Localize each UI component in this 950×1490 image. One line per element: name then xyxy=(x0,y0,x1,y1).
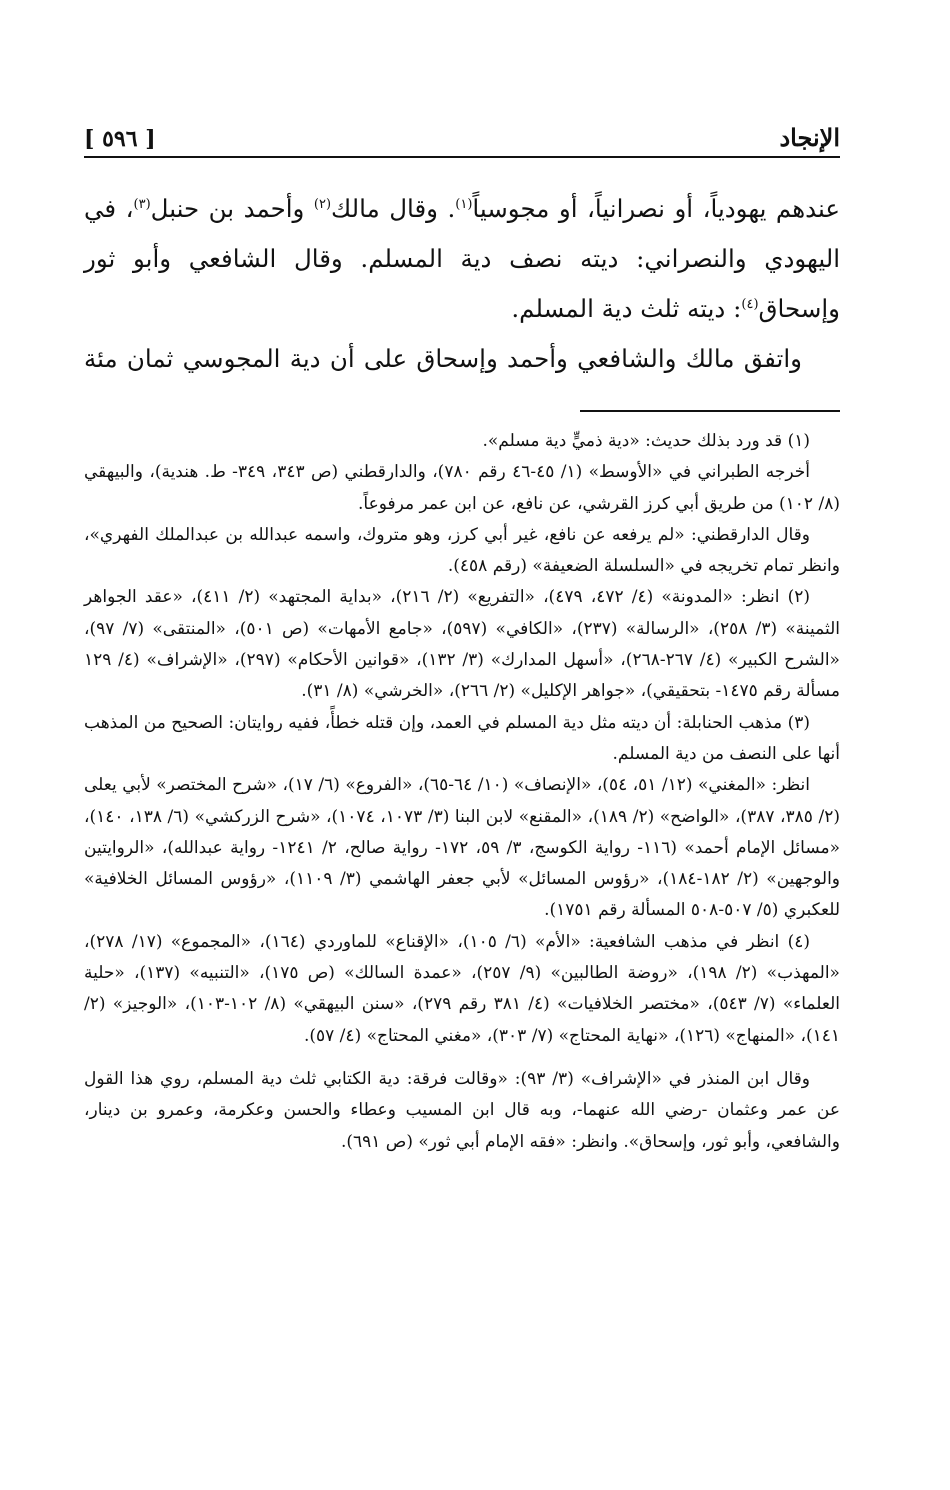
footnote-1-source: أخرجه الطبراني في «الأوسط» (١/ ٤٥-٤٦ رقم ٧٨٠)، والدارقطني (ص ٣٤٣، ٣٤٩- ط. هندية)، والبيهقي (٨/ ١٠٢) من طريق أبي كرز القرشي، عن نافع، عن ابن عمر مرفوعاً. xyxy=(84,462,840,514)
footnote-ref-2: (٢) xyxy=(313,196,332,212)
footnote-3-intro: (٣) مذهب الحنابلة: أن ديته مثل دية المسلم في العمد، وإن قتله خطأً، ففيه روايتان: الصحيح من المذهب أنها على النصف من دية المسلم. xyxy=(84,712,840,764)
footnotes xyxy=(84,426,840,1158)
footnote-1-note: وقال الدارقطني: «لم يرفعه عن نافع، غير أبي كرز، وهو متروك، واسمه عبدالله بن عبدالملك الفهري»، وانظر تمام تخريجه في «السلسلة الضعيفة» (رقم ٤٥٨). xyxy=(84,524,840,577)
main-paragraph-2: واتفق مالك والشافعي وأحمد وإسحاق على أن دية المجوسي ثمان مئة xyxy=(84,344,802,373)
footnote-4: (٤) انظر في مذهب الشافعية: «الأم» (٦/ ١٠٥)، «الإقناع» للماوردي (١٦٤)، «المجموع» (١٧/ ٢٧٨)، «المهذب» (٢/ ١٩٨)، «روضة الطالبين» (٩/ ٢٥٧)، «عمدة السالك» (ص ١٧٥)، «التنبيه» (١٣٧)، «حلية العلماء» (٧/ ٥٤٣)، «مختصر الخلافيات» (٤/ ٣٨١ رقم ٢٧٩)، «سنن البيهقي» (٨/ ١٠٢-١٠٣)، «الوجيز» (٢/ ١٤١)، «المنهاج» (١٢٦)، «نهاية المحتاج» (٧/ ٣٠٣)، «مغني المحتاج» (٤/ ٥٧). xyxy=(84,931,840,1046)
running-header xyxy=(84,108,840,158)
footnote-2: (٢) انظر: «المدونة» (٤/ ٤٧٢، ٤٧٩)، «التفريع» (٢/ ٢١٦)، «بداية المجتهد» (٢/ ٤١١)، «عقد الجواهر الثمينة» (٣/ ٢٥٨)، «الرسالة» (٢٣٧)، «الكافي» (٥٩٧)، «جامع الأمهات» (ص ٥٠١)، «المنتقى» (٧/ ٩٧)، «الشرح الكبير» (٤/ ٢٦٧-٢٦٨)، «أسهل المدارك» (٣/ ١٣٢)، «قوانين الأحكام» (٢٩٧)، «الإشراف» (٤/ ١٢٩ مسألة رقم ١٤٧٥- بتحقيقي)، «جواهر الإكليل» (٢/ ٢٦٦)، «الخرشي» (٨/ ٣١). xyxy=(84,587,841,702)
main-text-segment: ، في اليهودي والنصراني: ديته نصف دية المسلم. وقال الشافعي وأبو ثور وإسحاق xyxy=(84,194,840,323)
main-text-segment: : ديته ثلث دية المسلم. xyxy=(511,294,742,323)
footnote-ref-1: (١) xyxy=(455,196,473,212)
book-title: الإنجاد xyxy=(779,123,840,152)
footnote-ref-4: (٤) xyxy=(741,296,759,312)
main-text-segment: وأحمد بن حنبل xyxy=(150,194,314,223)
footnote-separator xyxy=(580,410,840,412)
main-text-segment: . وقال مالك xyxy=(331,194,456,223)
page-number: [ ٥٩٦ ] xyxy=(84,126,156,152)
footnote-4-quote: وقال ابن المنذر في «الإشراف» (٣/ ٩٣): «وقالت فرقة: دية الكتابي ثلث دية المسلم، روي هذا القول عن عمر وعثمان -رضي الله عنهما-، وبه قال ابن المسيب وعطاء والحسن وعكرمة، وعمرو بن دينار، والشافعي، وأبو ثور، وإسحاق». وانظر: «فقه الإمام أبي ثور» (ص ٦٩١). xyxy=(84,1068,840,1152)
main-text-segment: عندهم يهودياً، أو نصرانياً، أو مجوسياً xyxy=(472,194,841,223)
footnote-spacer xyxy=(84,1052,840,1064)
main-paragraph-1 xyxy=(84,184,840,334)
book-page xyxy=(84,108,840,1158)
main-text xyxy=(84,184,840,384)
footnote-3-refs: انظر: «المغني» (١٢/ ٥١، ٥٤)، «الإنصاف» (١٠/ ٦٤-٦٥)، «الفروع» (٦/ ١٧)، «شرح المختصر» لأبي يعلى (٢/ ٣٨٥، ٣٨٧)، «الواضح» (٢/ ١٨٩)، «المقنع» لابن البنا (٣/ ١٠٧٣، ١٠٧٤)، «شرح الزركشي» (٦/ ١٣٨، ١٤٠)، «مسائل الإمام أحمد» (١١٦- رواية الكوسج، ٣/ ٥٩، ١٧٢- رواية صالح، ٢/ ١٢٤١- رواية عبدالله)، «الروايتين والوجهين» (٢/ ١٨٢-١٨٤)، «رؤوس المسائل» لأبي جعفر الهاشمي (٣/ ١١٠٩)، «رؤوس المسائل الخلافية» للعكبري (٥/ ٥٠٧-٥٠٨ المسألة رقم ١٧٥١). xyxy=(84,775,841,921)
footnote-ref-3: (٣) xyxy=(133,196,151,212)
footnote-1-intro: (١) قد ورد بذلك حديث: «دية ذميٍّ دية مسلم». xyxy=(482,431,810,451)
